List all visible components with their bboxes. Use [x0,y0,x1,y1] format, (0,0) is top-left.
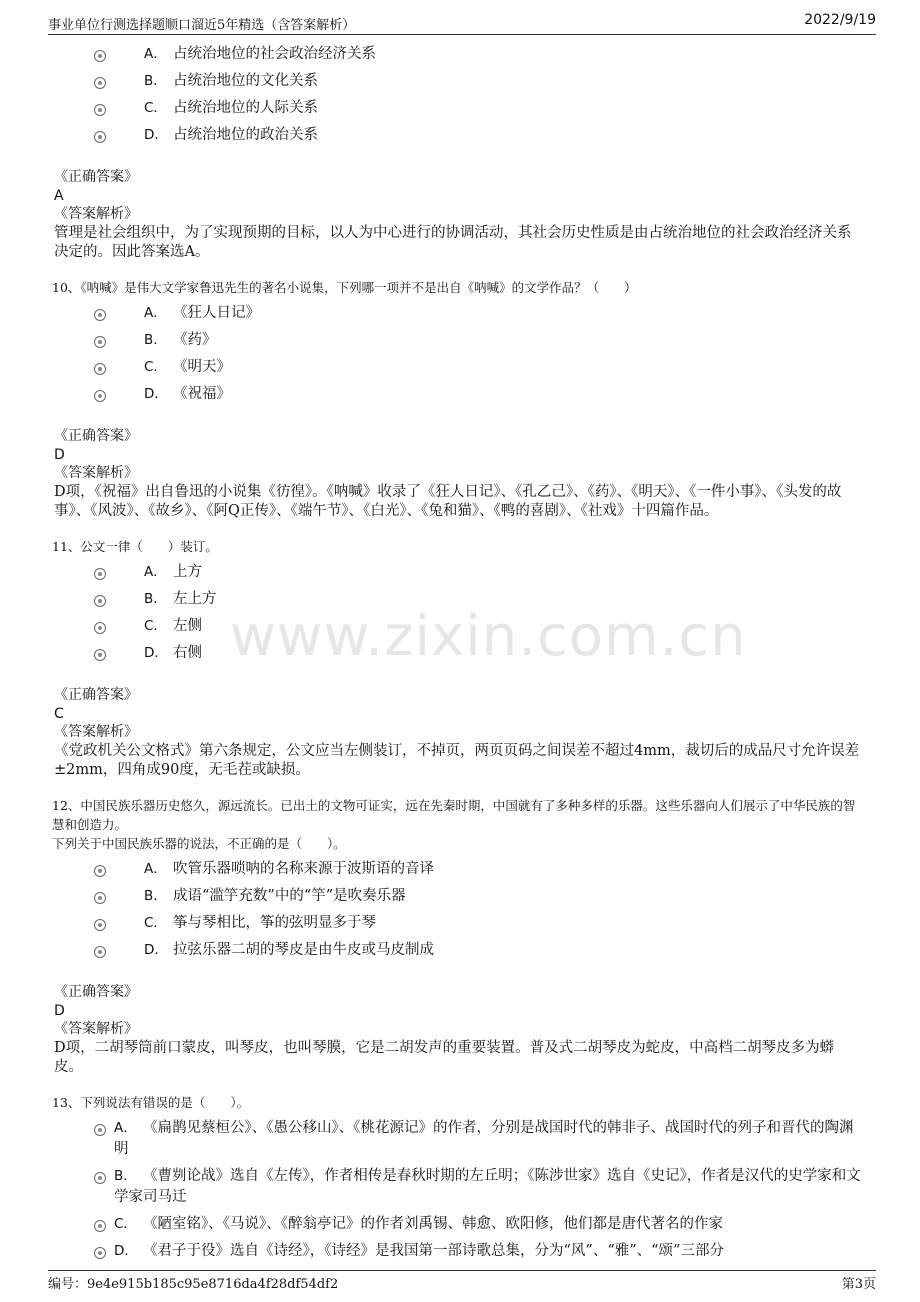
correct-answer: D [54,1003,65,1019]
option-c[interactable]: C． 占统治地位的人际关系 [54,98,862,119]
page-footer [48,1270,876,1293]
question-text: 13、下列说法有错误的是（ ）。 [52,1095,250,1110]
radio-icon[interactable] [94,1172,106,1184]
correct-answer: A [54,188,64,204]
option-a[interactable]: A． 《扁鹊见蔡桓公》、《愚公移山》、《桃花源记》的作者，分别是战国时代的韩非子、战国时代的列子和晋代的陶渊明 [54,1118,862,1160]
radio-icon[interactable] [94,568,106,580]
option-a[interactable]: A． 占统治地位的社会政治经济关系 [54,44,862,65]
document-code: 编号：9e4e915b185c95e8716da4f28df54df2 [48,1277,339,1292]
radio-icon[interactable] [94,50,106,62]
explanation-label: 《答案解析》 [54,206,138,222]
explanation-text: 管理是社会组织中，为了实现预期的目标，以人为中心进行的协调活动，其社会历史性质是由占统治地位的社会政治经济关系决定的。因此答案选A。 [54,225,852,260]
correct-answer: C [54,706,64,722]
page-content [54,44,862,1268]
radio-icon[interactable] [94,1124,106,1136]
page-header [48,12,876,35]
question-text: 11、公文一律（ ）装订。 [52,539,218,554]
radio-icon[interactable] [94,131,106,143]
option-b[interactable]: B． 占统治地位的文化关系 [54,71,862,92]
radio-icon[interactable] [94,77,106,89]
radio-icon[interactable] [94,363,106,375]
radio-icon[interactable] [94,390,106,402]
radio-icon[interactable] [94,1247,106,1259]
option-d[interactable]: D． 《祝福》 [54,384,862,405]
radio-icon[interactable] [94,919,106,931]
question-11 [54,537,862,780]
radio-icon[interactable] [94,1220,106,1232]
radio-icon[interactable] [94,336,106,348]
radio-icon[interactable] [94,865,106,877]
option-a[interactable]: A． 吹管乐器唢呐的名称来源于波斯语的音译 [54,859,862,880]
watermark: www.zixin.com.cn [230,604,747,669]
correct-answer-label: 《正确答案》 [54,428,138,444]
option-b[interactable]: B． 成语“滥竽充数”中的“竽”是吹奏乐器 [54,886,862,907]
option-d[interactable]: D． 《君子于役》选自《诗经》，《诗经》是我国第一部诗歌总集，分为“风”、“雅”、“颂”三部分 [54,1241,862,1262]
correct-answer-label: 《正确答案》 [54,169,138,185]
option-b[interactable]: B． 《药》 [54,330,862,351]
option-c[interactable]: C． 筝与琴相比，筝的弦明显多于琴 [54,913,862,934]
correct-answer-label: 《正确答案》 [54,984,138,1000]
document-title: 事业单位行测选择题顺口溜近5年精选（含答案解析） [48,18,356,33]
radio-icon[interactable] [94,946,106,958]
option-b[interactable]: B． 左上方 [54,589,862,610]
question-13 [54,1093,862,1262]
option-d[interactable]: D． 占统治地位的政治关系 [54,125,862,146]
radio-icon[interactable] [94,309,106,321]
option-b[interactable]: B． 《曹刿论战》选自《左传》，作者相传是春秋时期的左丘明；《陈涉世家》选自《史记》，作者是汉代的史学家和文学家司马迁 [54,1166,862,1208]
option-c[interactable]: C． 《明天》 [54,357,862,378]
explanation-label: 《答案解析》 [54,465,138,481]
question-9 [54,44,862,262]
option-a[interactable]: A． 《狂人日记》 [54,303,862,324]
document-date: 2022/9/19 [804,12,876,28]
page-number: 第3页 [841,1277,876,1292]
option-a[interactable]: A． 上方 [54,562,862,583]
question-12 [54,796,862,1077]
option-d[interactable]: D． 右侧 [54,643,862,664]
correct-answer-label: 《正确答案》 [54,687,138,703]
radio-icon[interactable] [94,649,106,661]
question-10 [54,278,862,521]
explanation-label: 《答案解析》 [54,724,138,740]
explanation-text: 《党政机关公文格式》第六条规定，公文应当左侧装订，不掉页，两页页码之间误差不超过4mm，裁切后的成品尺寸允许误差±2mm，四角成90度，无毛茬或缺损。 [54,743,860,778]
radio-icon[interactable] [94,622,106,634]
explanation-label: 《答案解析》 [54,1021,138,1037]
explanation-text: D项，《祝福》出自鲁迅的小说集《彷徨》。《呐喊》收录了《狂人日记》、《孔乙己》、《药》、《明天》、《一件小事》、《头发的故事》、《风波》、《故乡》、《阿Q正传》、《端午节》、《白光》、《兔和猫》、《鸭的喜剧》、《社戏》十四篇作品。 [54,484,842,519]
radio-icon[interactable] [94,595,106,607]
correct-answer: D [54,447,65,463]
radio-icon[interactable] [94,104,106,116]
radio-icon[interactable] [94,892,106,904]
option-d[interactable]: D． 拉弦乐器二胡的琴皮是由牛皮或马皮制成 [54,940,862,961]
question-text: 12、中国民族乐器历史悠久，源远流长。已出土的文物可证实，远在先秦时期，中国就有了多种多样的乐器。这些乐器向人们展示了中华民族的智慧和创造力。 [52,798,856,832]
explanation-text: D项，二胡琴筒前口蒙皮，叫琴皮，也叫琴膜，它是二胡发声的重要装置。普及式二胡琴皮为蛇皮，中高档二胡琴皮多为蟒皮。 [54,1040,835,1075]
option-c[interactable]: C． 《陋室铭》、《马说》、《醉翁亭记》的作者刘禹锡、韩愈、欧阳修，他们都是唐代著名的作家 [54,1214,862,1235]
question-prompt: 下列关于中国民族乐器的说法，不正确的是（ ）。 [52,836,346,851]
question-text: 10、《呐喊》是伟大文学家鲁迅先生的著名小说集，下列哪一项并不是出自《呐喊》的文学作品？（ ） [52,280,637,295]
option-c[interactable]: C． 左侧 [54,616,862,637]
